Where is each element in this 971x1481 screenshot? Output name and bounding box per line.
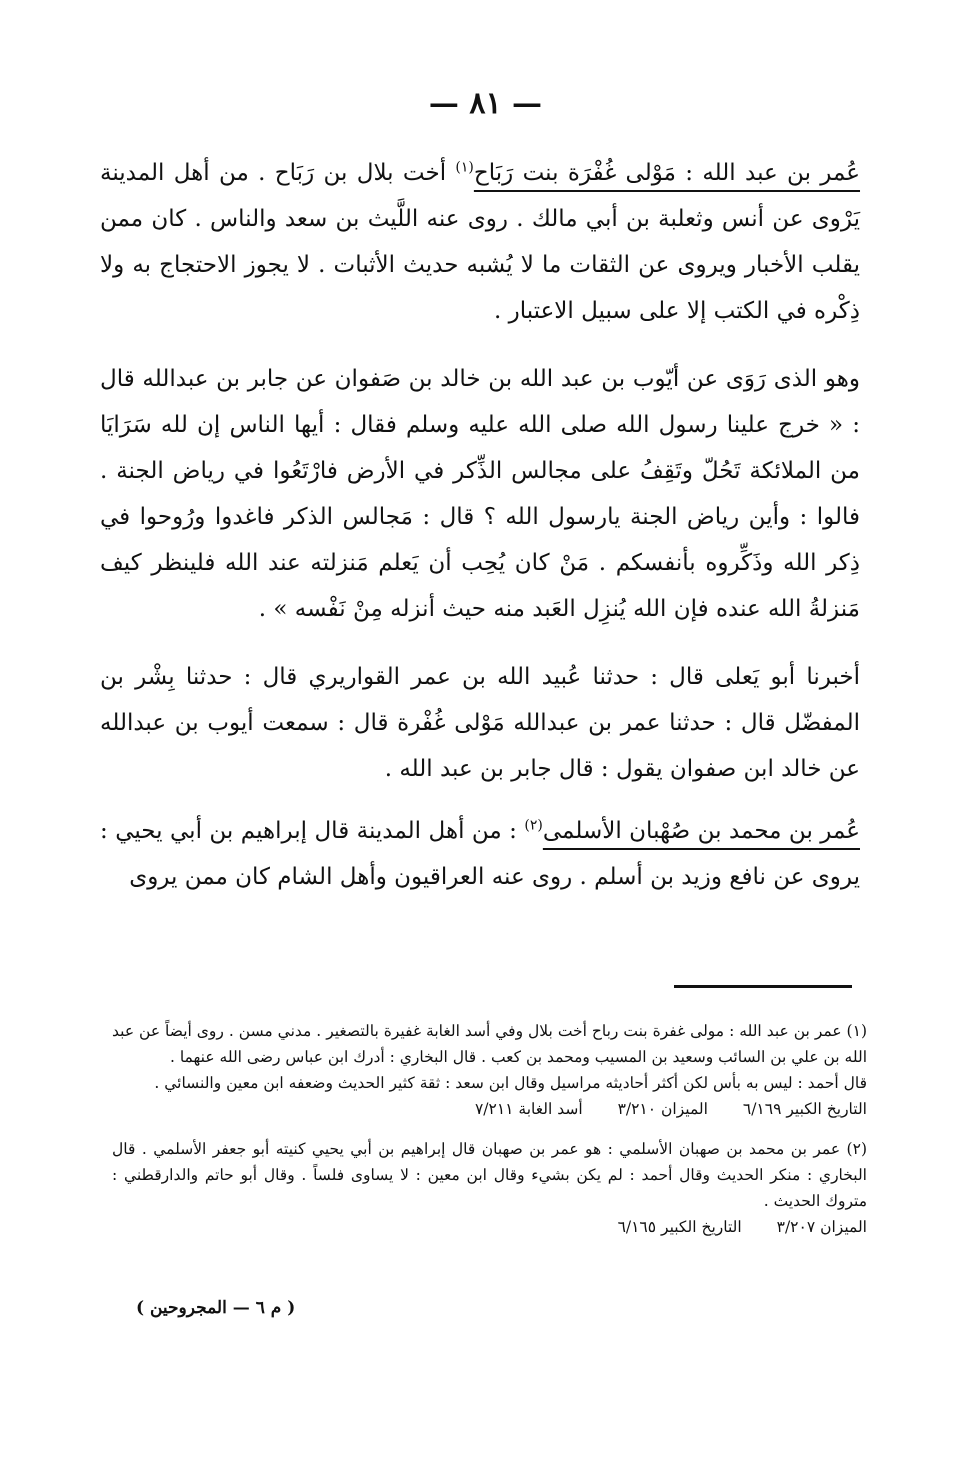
reference: التاريخ الكبير ٦/١٦٥ [617,1218,742,1236]
footnote-references [112,1096,867,1122]
reference: التاريخ الكبير ٦/١٦٩ [742,1100,867,1118]
footnote-1 [112,1018,867,1122]
footnote-text: قال أحمد : ليس به بأس لكن أكثر أحاديثه مراسيل وقال ابن سعد : ثقة كثير الحديث وضعفه ابن معين والنسائي . [154,1074,867,1092]
footnote-divider [674,985,852,988]
footnote-2 [112,1136,867,1240]
entry-body: : من أهل المدينة قال إبراهيم بن أبي يحيي : يروى عن نافع وزيد بن أسلم . روى عنه العراقيون وأهل الشام كان ممن يروى [100,818,860,890]
main-text [100,150,860,922]
reference: أسد الغابة ٧/٢١١ [474,1100,583,1118]
signature-mark: ( م ٦ — المجروحين ) [136,1298,296,1318]
footnote-ref[interactable]: (١) [455,159,474,176]
page-number: — ٨١ — [428,86,543,121]
entry-umar-ibn-abdullah [100,150,860,334]
reference: الميزان ٣/٢٠٧ [776,1218,867,1236]
isnad-paragraph: أخبرنا أبو يَعلى قال : حدثنا عُبيد الله بن عمر القواريري قال : حدثنا بِشْر بن المفضّل قال : حدثنا عمر بن عبدالله مَوْلى غُفْرة قال : سمعت أيوب بن عبدالله عن خالد ابن صفوان يقول : قال جابر بن عبد الله . [100,664,860,782]
footnote-text: (١) عمر بن عبد الله : مولى غفرة بنت رباح أخت بلال وفي أسد الغابة غفيرة بالتصغير . مدني مسن . روى أيضاً عن عبد الله بن علي بن السائب وسعيد بن المسيب ومحمد بن كعب . قال البخاري : أدرك ابن عباس رضى الله عنهما . [112,1022,867,1066]
entry-umar-ibn-muhammad [100,808,860,900]
footnotes [112,1018,867,1254]
reference: الميزان ٣/٢١٠ [617,1100,708,1118]
entry-heading: عُمر بن محمد بن صُهْبان الأسلمى [542,818,860,844]
hadith-paragraph: وهو الذى رَوَى عن أيّوب بن عبد الله بن خالد بن صَفوان عن جابر بن عبدالله قال : « خرج علينا رسول الله صلى الله عليه وسلم فقال : أيها الناس إن لله سَرَايَا من الملائكة تَحُلّ وتَقِفُ على مجالس الذِّكر في الأرض فارْتَعُوا في رياض الجنة . فالوا : وأين رياض الجنة يارسول الله ؟ قال : مَجالس الذكر فاغدوا ورُوحوا في ذِكر الله وذَكِّروه بأنفسكم . مَنْ كان يُحِب أن يَعلم مَنزلته عند الله فلينظر كيف مَنزلةُ الله عنده فإن الله يُنزِل العَبد منه حيث أنزله مِنْ نَفْسه » . [100,366,860,622]
entry-body: أخت بلال بن رَبَاح . من أهل المدينة يَرْوى عن أنس وثعلبة بن أبي مالك . روى عنه اللَّيث بن سعد والناس . كان ممن يقلب الأخبار ويروى عن الثقات ما لا يُشبه حديث الأثبات . لا يجوز الاحتجاج به ولا ذِكْره في الكتب إلا على سبيل الاعتبار . [100,160,860,324]
footnote-ref[interactable]: (٢) [524,817,543,834]
footnote-text: (٢) عمر بن محمد بن صهبان الأسلمي : هو عمر بن صهبان قال إبراهيم بن أبي يحيي كنيته أبو جعفر الأسلمي . قال البخاري : منكر الحديث وقال أحمد : لم يكن بشيء وقال ابن معين : لا يساوى فلساً . وقال أبو حاتم والدارقطني : متروك الحديث . [112,1140,867,1210]
footnote-references [112,1214,867,1240]
entry-heading: عُمر بن عبد الله : مَوْلى غُفْرَة بنت رَبَاح [473,160,861,186]
